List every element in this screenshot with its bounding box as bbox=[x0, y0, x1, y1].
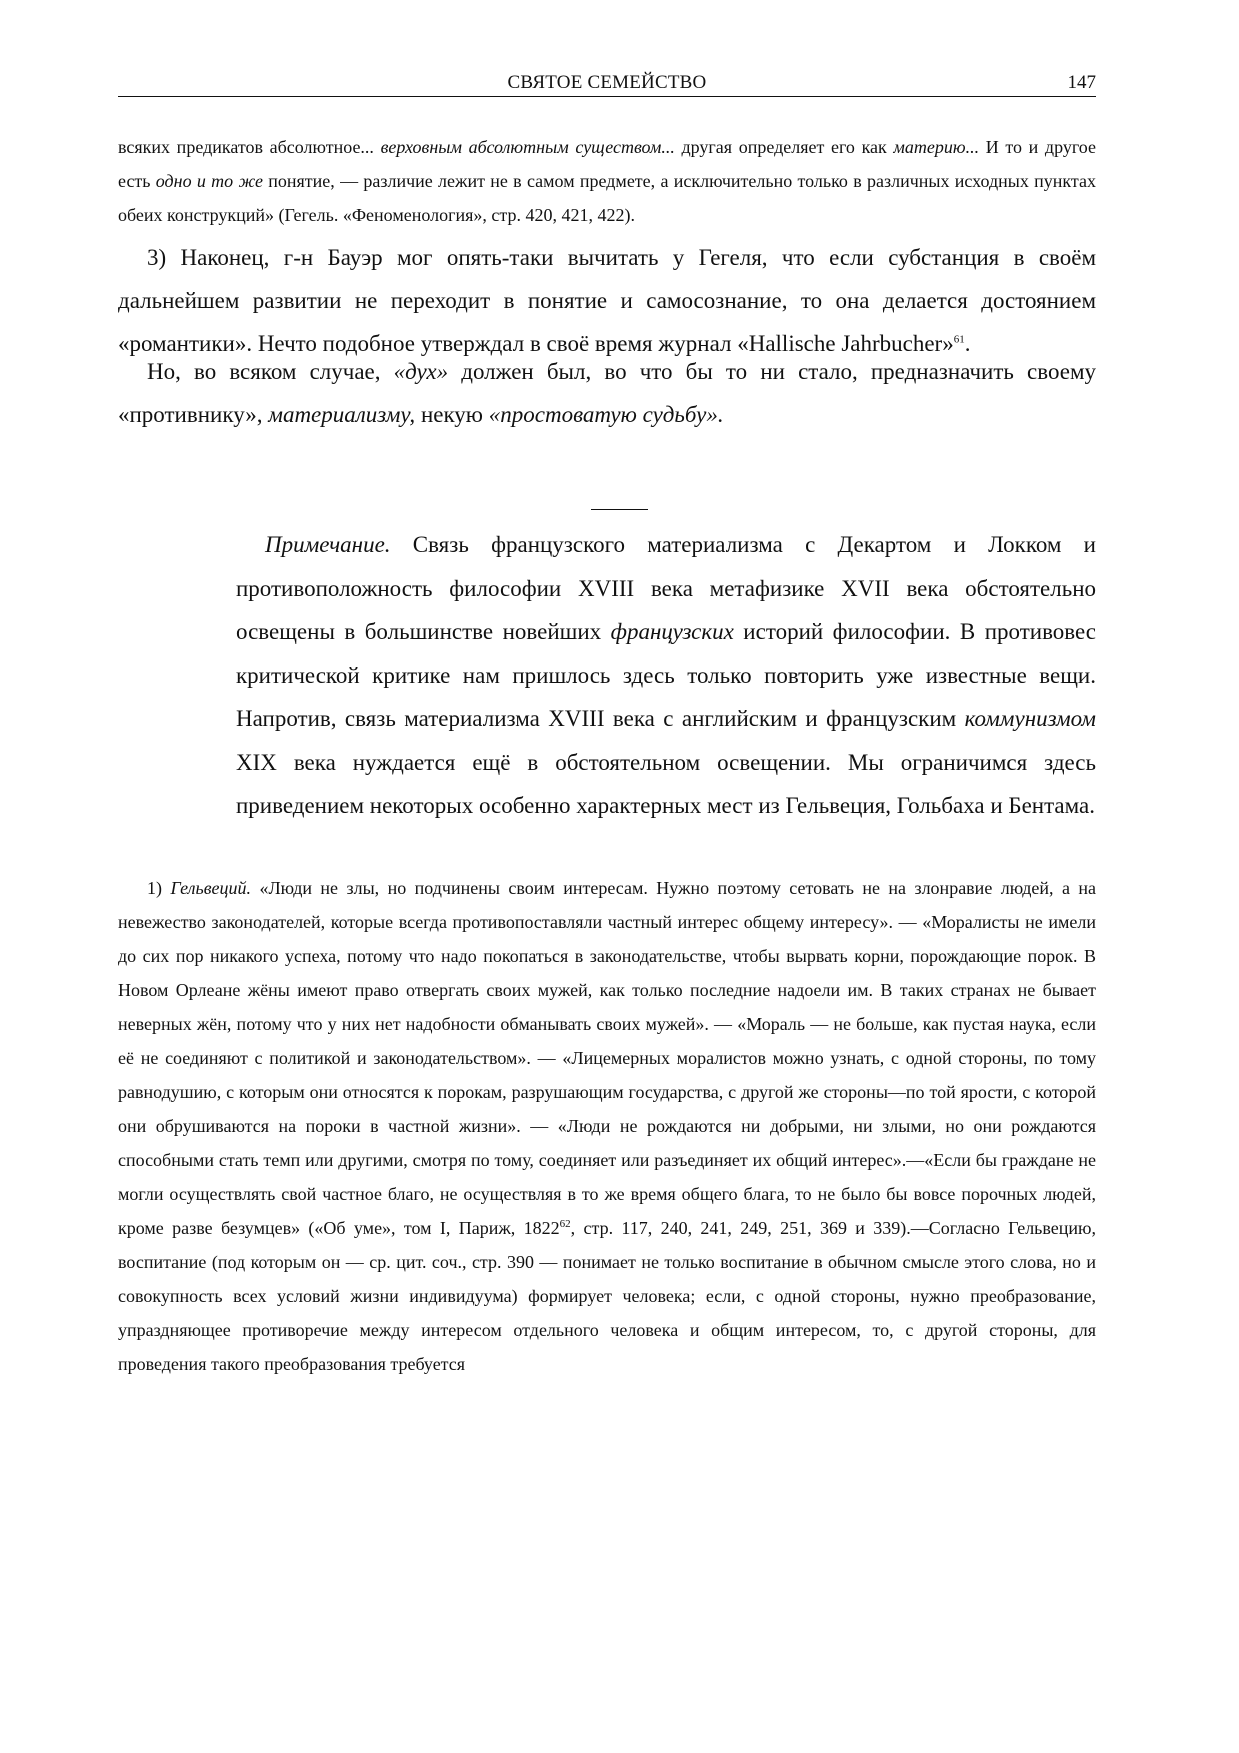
text-run: должен был, во что бы то ни стало, предназначить своему «противнику», bbox=[118, 359, 1096, 427]
italic-run: материю... bbox=[893, 137, 980, 157]
text-run: историй философии. В противовес критической критике нам пришлось здесь только повторить уже известные вещи. Напротив, связь материализма XVIII века с английским и французским bbox=[236, 619, 1096, 731]
text-run: 1) bbox=[147, 878, 171, 898]
italic-run: «дух» bbox=[393, 359, 449, 384]
paragraph-4 bbox=[118, 350, 1096, 436]
text-run: «Люди не злы, но подчинены своим интересам. Нужно поэтому сетовать не на злонравие людей, а на невежество законодателей, которые всегда противопоставляли частный интерес общему интересу». — «Моралисты не имели до сих пор никакого успеха, потому что надо покопаться в законодательстве, чтобы вырвать корни, порождающие порок. В Новом Орлеане жёны имеют право отвергать своих мужей, как только последние надоели им. В таких странах не бывает неверных жён, потому что у них нет надобности обманывать своих мужей». — «Мораль — не больше, как пустая наука, если её не соединяют с политикой и законодательством». — «Лицемерных моралистов можно узнать, с одной стороны, по тому равнодушию, с которым они относятся к порокам, разрушающим государства, с другой же стороны—по той ярости, с которой они обрушиваются на пороки в частной жизни». — «Люди не рождаются ни добрыми, ни злыми, но они рождаются способными стать темп или другими, смотря по тому, соединяет или разъединяет их общий интерес».—«Если бы граждане не могли осуществлять свой частное благо, не осуществляя в то же время общего блага, то не было бы вовсе порочных людей, кроме разве безумцев» («Об уме», том I, Париж, 1822 bbox=[118, 878, 1097, 1238]
text-run: Связь французского материализма с Декартом и Локком и противоположность философии XVIII века метафизике XVII века обстоятельно освещены в большинстве новейших bbox=[236, 532, 1096, 644]
section-separator bbox=[591, 509, 648, 510]
text-run: И то и другое есть bbox=[118, 137, 1096, 191]
text-run: 3) Наконец, г-н Бауэр мог опять-таки вычитать у Гегеля, что если субстанция в своём дальнейшем развитии не переходит в понятие и самосознание, то она делается достоянием «романтики». Нечто подобное утверждал в своё время журнал «Hallische Jahrbucher» bbox=[118, 245, 1096, 356]
footnote-ref: 61 bbox=[953, 333, 965, 346]
text-run: Но, во всяком случае, bbox=[147, 359, 394, 384]
italic-run: одно и то же bbox=[155, 171, 263, 191]
text-run: понятие, — различие лежит не в самом предмете, а исключительно только в различных исходных пунктах обеих конструкций» (Гегель. «Феноменология», стр. 420, 421, 422). bbox=[118, 171, 1096, 225]
italic-run: французских bbox=[610, 619, 734, 644]
running-title: СВЯТОЕ СЕМЕЙСТВО bbox=[507, 72, 707, 93]
footnote-ref: 62 bbox=[559, 1218, 571, 1230]
italic-run: верховным абсолютным существом... bbox=[380, 137, 675, 157]
text-run: другая определяет его как bbox=[674, 137, 894, 157]
italic-run: Гельвеций. bbox=[170, 878, 252, 898]
italic-run: Примечание. bbox=[265, 532, 391, 557]
note-paragraph bbox=[236, 523, 1096, 828]
text-run: всяких предикатов абсолютное... bbox=[118, 137, 381, 157]
paragraph-3 bbox=[118, 236, 1096, 365]
quote-continuation bbox=[118, 130, 1096, 232]
helvetius-excerpt bbox=[118, 871, 1096, 1381]
text-run: . bbox=[964, 331, 971, 356]
text-run: , стр. 117, 240, 241, 249, 251, 369 и 339).—Согласно Гельвецию, воспитание (под которым он — ср. цит. соч., стр. 390 — понимает не только воспитание в обычном смысле этого слова, но и совокупность всех условий жизни индивидуума) формирует человека; если, с одной стороны, нужно преобразование, упраздняющее противоречие между интересом отдельного человека и общим интересом, то, с другой стороны, для проведения такого преобразования требуется bbox=[118, 1218, 1096, 1374]
running-header bbox=[118, 72, 1096, 97]
italic-run: «простоватую судьбу». bbox=[488, 402, 724, 427]
page-number: 147 bbox=[1067, 72, 1096, 93]
text-run: некую bbox=[415, 402, 489, 427]
italic-run: коммунизмом bbox=[964, 706, 1096, 731]
italic-run: материализму, bbox=[268, 402, 416, 427]
text-run: XIX века нуждается ещё в обстоятельном освещении. Мы ограничимся здесь приведением некоторых особенно характерных мест из Гельвеция, Гольбаха и Бентама. bbox=[236, 749, 1096, 818]
